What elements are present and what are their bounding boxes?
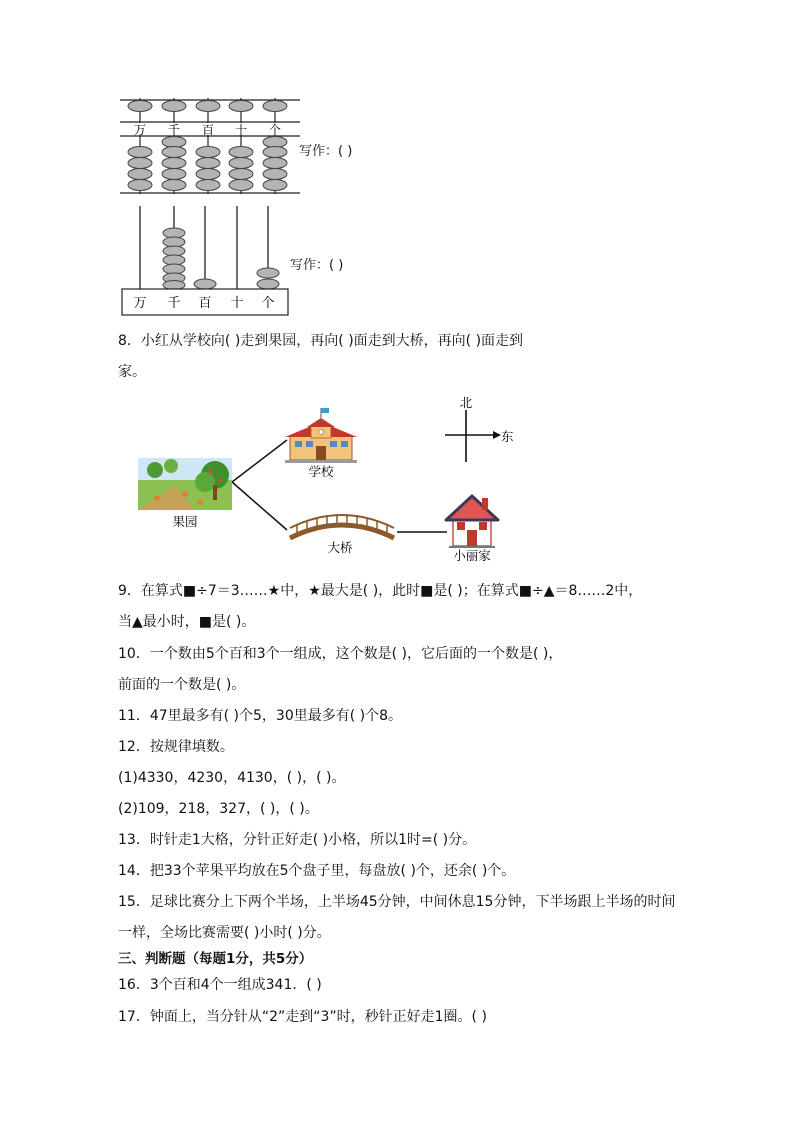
upper-label-ge: 个 xyxy=(268,123,282,137)
lower-counter xyxy=(118,204,293,319)
question-12-2: (2)109，218，327，( )，( )。 xyxy=(118,801,319,817)
lower-label-wan: 万 xyxy=(133,296,147,311)
upper-label-bai: 百 xyxy=(201,123,215,137)
question-8-line1: 8．小红从学校向( )走到果园，再向( )面走到大桥，再向( )面走到 xyxy=(118,333,524,349)
question-13: 13．时针走1大格，分针正好走( )小格，所以1时=( )分。 xyxy=(118,832,477,848)
question-15-line2: 一样，全场比赛需要( )小时( )分。 xyxy=(118,925,331,941)
question-17: 17．钟面上，当分针从“2”走到“3”时，秒针正好走1圈。( ) xyxy=(118,1009,487,1025)
question-10-line2: 前面的一个数是( )。 xyxy=(118,677,246,693)
upper-label-qian: 千 xyxy=(167,123,181,137)
question-15-line1: 15．足球比赛分上下两个半场，上半场45分钟，中间休息15分钟，下半场跟上半场的时间 xyxy=(118,894,676,910)
question-11: 11．47里最多有( )个5，30里最多有( )个8。 xyxy=(118,708,403,724)
upper-abacus xyxy=(118,96,303,196)
question-8-line2: 家。 xyxy=(118,364,146,380)
upper-label-shi: 十 xyxy=(234,123,248,137)
school-picture xyxy=(285,408,357,463)
question-12: 12．按规律填数。 xyxy=(118,739,234,755)
question-16: 16．3个百和4个一组成341．( ) xyxy=(118,977,322,993)
bridge-picture xyxy=(290,514,394,538)
lower-label-ge: 个 xyxy=(261,296,275,311)
lower-label-bai: 百 xyxy=(198,296,212,311)
route-map xyxy=(135,390,515,565)
compass-icon xyxy=(445,410,493,462)
lower-label-qian: 千 xyxy=(167,296,181,311)
section-3-heading: 三、判断题（每题1分，共5分） xyxy=(118,951,313,967)
lower-label-shi: 十 xyxy=(230,296,244,311)
orchard-label: 果园 xyxy=(172,514,198,529)
question-9-line1: 9．在算式■÷7＝3……★中，★最大是( )，此时■是( )；在算式■÷▲＝8……2中， xyxy=(118,583,643,599)
question-10-line1: 10．一个数由5个百和3个一组成，这个数是( )，它后面的一个数是( )， xyxy=(118,646,563,662)
orchard-picture xyxy=(138,458,232,510)
bridge-label: 大桥 xyxy=(327,540,353,555)
question-14: 14．把33个苹果平均放在5个盘子里，每盘放( )个，还余( )个。 xyxy=(118,863,516,879)
upper-label-wan: 万 xyxy=(133,123,147,137)
school-label: 学校 xyxy=(308,464,334,479)
compass-north-label: 北 xyxy=(459,395,473,410)
question-9-line2: 当▲最小时，■是( )。 xyxy=(118,614,256,630)
lower-counter-write: 写作：( ) xyxy=(290,258,344,273)
home-label: 小丽家 xyxy=(453,548,491,563)
compass-east-label: 东 xyxy=(501,429,514,444)
home-picture xyxy=(446,496,498,548)
question-12-1: (1)4330，4230，4130，( )，( )。 xyxy=(118,770,346,786)
upper-abacus-write: 写作：( ) xyxy=(299,144,353,159)
